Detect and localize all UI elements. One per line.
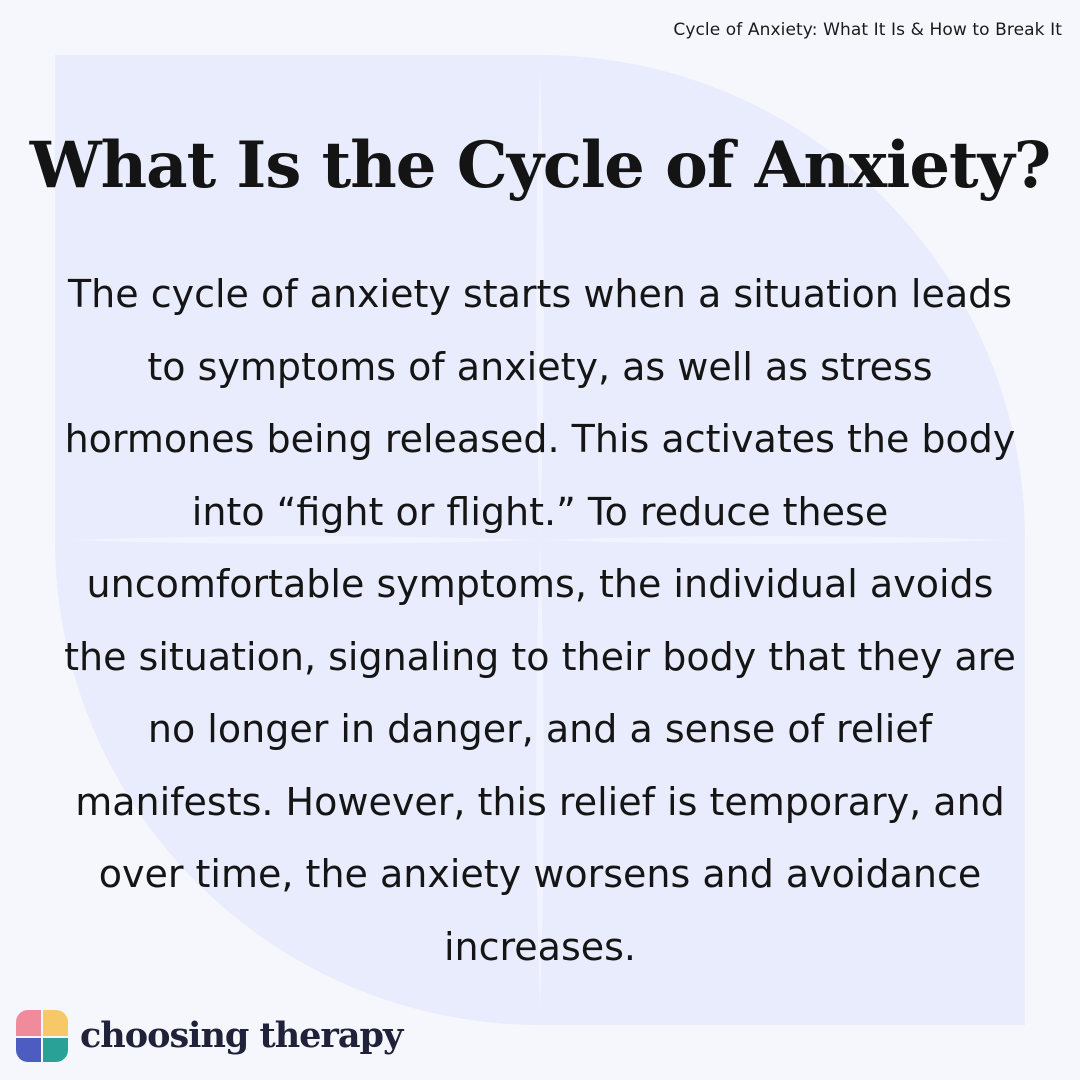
- logo-pink-petal: [16, 1010, 41, 1036]
- logo-yellow-petal: [43, 1010, 68, 1036]
- page-title: What Is the Cycle of Anxiety?: [29, 128, 1051, 203]
- logo-blue-petal: [16, 1038, 41, 1062]
- brand-mark: [14, 1008, 402, 1064]
- choosing-therapy-logo-icon: [14, 1008, 70, 1064]
- body-paragraph: The cycle of anxiety starts when a situation leads to symptoms of anxiety, as well as stress hormones being released. This activates the body into “fight or flight.” To reduce these uncomfortable symptoms, the individual avoids the situation, signaling to their body that they are no longer in danger, and a sense of relief manifests. However, this relief is temporary, and over time, the anxiety worsens and avoidance increases.: [64, 272, 1016, 969]
- article-caption: Cycle of Anxiety: What It Is & How to Break It: [673, 20, 1062, 40]
- brand-name: choosing therapy: [80, 1015, 403, 1056]
- logo-teal-petal: [43, 1038, 68, 1062]
